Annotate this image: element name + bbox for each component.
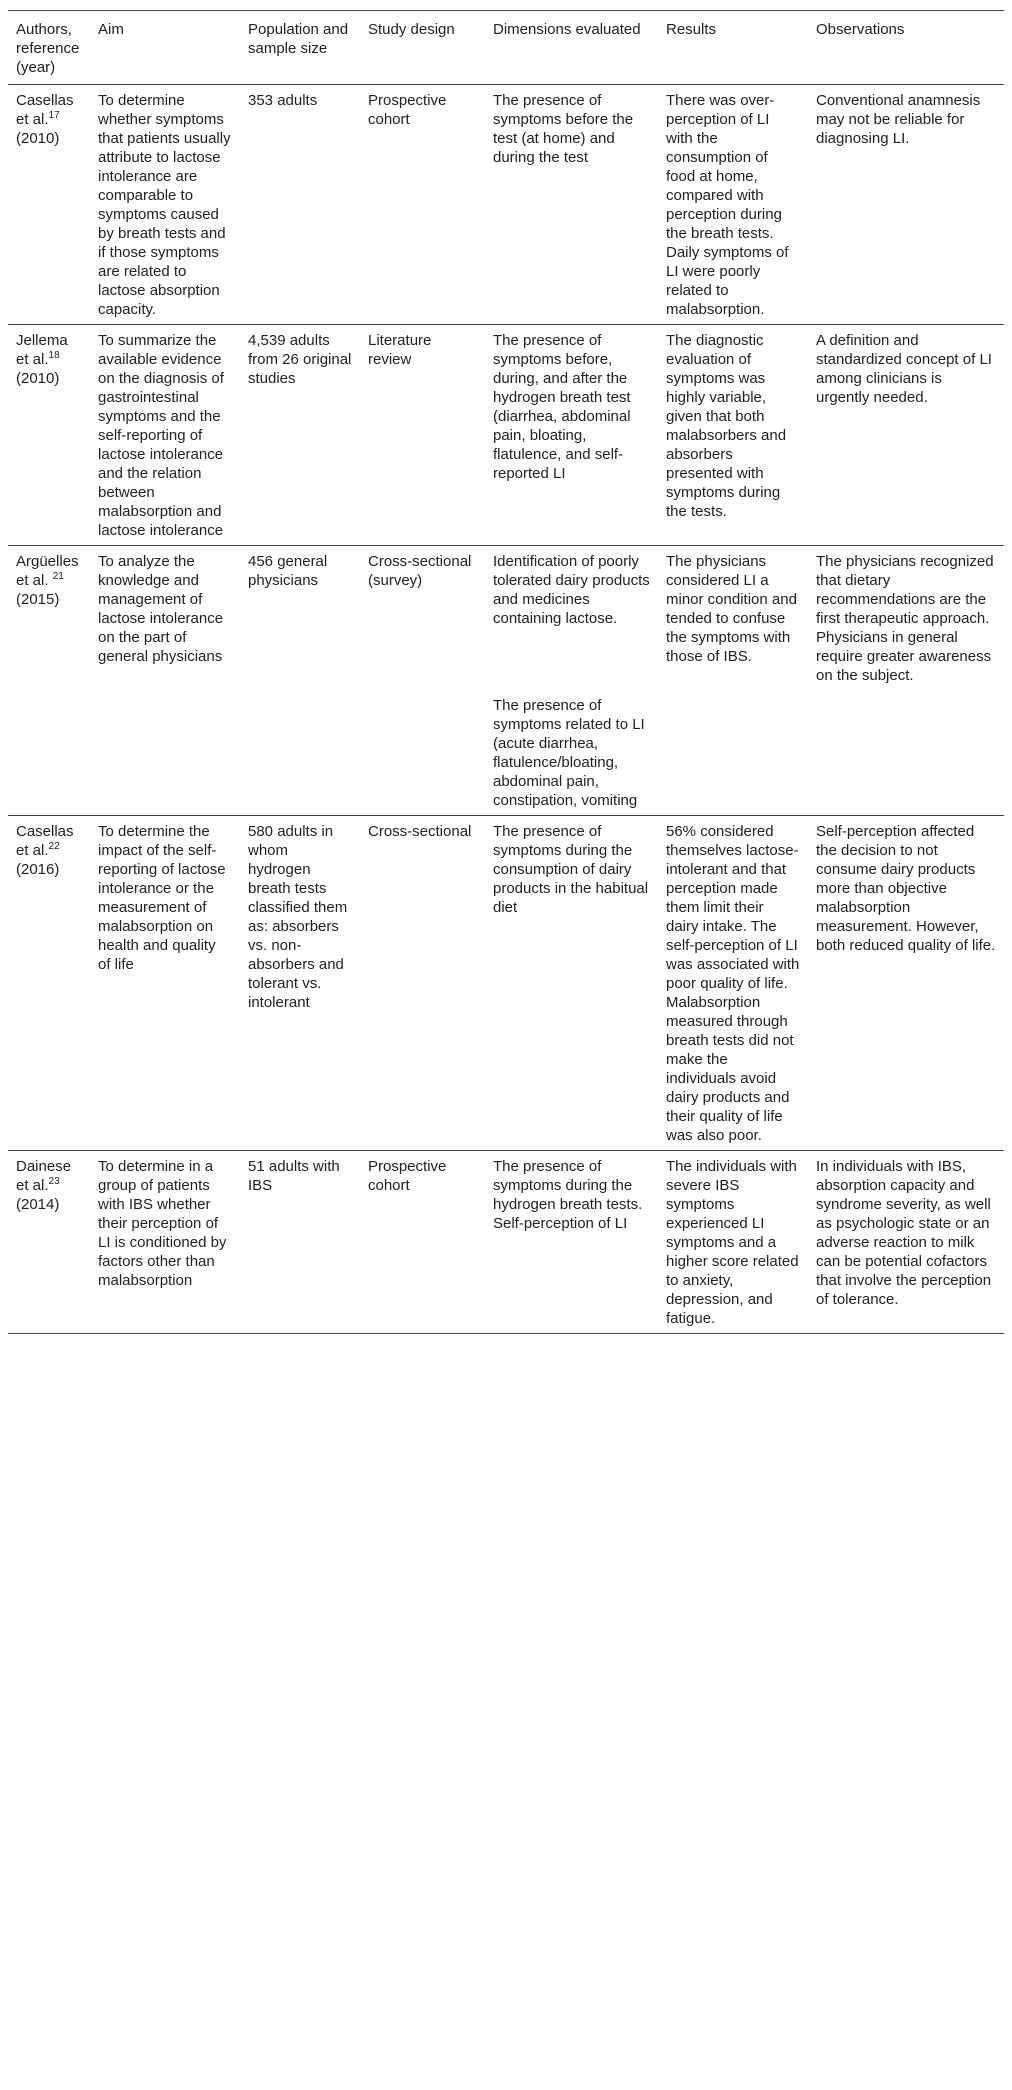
cell-design: Prospective cohort	[368, 92, 447, 128]
header-design: Study design	[368, 21, 455, 38]
cell-authors: Argüelles et al. $^{21}$ (2015)	[16, 553, 79, 608]
cell-dimensions: The presence of symptoms before, during, and after the hydrogen breath test (diarrhea, abdominal pain, bloating, flatulence, and self-reported LI	[493, 332, 631, 482]
cell-dimensions: The presence of symptoms during the hydrogen breath tests. Self-perception of LI	[493, 1158, 643, 1232]
cell-aim: To summarize the available evidence on the diagnosis of gastrointestinal symptoms and the self-reporting of lactose intolerance and the relation between malabsorption and lactose intolerance	[98, 332, 224, 539]
cell-results: The diagnostic evaluation of symptoms was highly variable, given that both malabsorbers and absorbers presented with symptoms during the tests.	[666, 332, 787, 520]
cell-population: 51 adults with IBS	[248, 1158, 340, 1194]
header-results: Results	[666, 21, 717, 38]
cell-dimensions: The presence of symptoms before the test (at home) and during the test	[493, 92, 634, 166]
cell-authors: Jellema et al.$^{18}$ (2010)	[16, 332, 68, 387]
cell-design: Prospective cohort	[368, 1158, 447, 1194]
cell-population: 580 adults in whom hydrogen breath tests classified them as: absorbers vs. non-absorbers and tolerant vs. intolerant	[248, 823, 348, 1011]
cell-design: Cross-sectional (survey)	[368, 553, 472, 589]
cell-observations: Self-perception affected the decision to not consume dairy products more than objective malabsorption measurement. However, both reduced quality of life.	[816, 823, 996, 954]
table-row	[8, 85, 1004, 325]
table-row	[8, 816, 1004, 1151]
cell-design: Literature review	[368, 332, 432, 368]
table-row	[8, 1151, 1004, 1334]
table-row-continuation	[8, 690, 1004, 816]
cell-authors: Dainese et al.$^{23}$ (2014)	[16, 1158, 72, 1213]
cell-design: Cross-sectional	[368, 823, 472, 840]
header-observations: Observations	[816, 21, 905, 38]
cell-results: The individuals with severe IBS symptoms experienced LI symptoms and a higher score related to anxiety, depression, and fatigue.	[666, 1158, 799, 1327]
cell-population: 456 general physicians	[248, 553, 328, 589]
cell-authors: Casellas et al.$^{22}$ (2016)	[16, 823, 74, 878]
header-aim: Aim	[98, 21, 124, 38]
studies-table	[8, 10, 1004, 1334]
cell-observations: The physicians recognized that dietary recommendations are the first therapeutic approach. Physicians in general require greater awareness on the subject.	[816, 553, 994, 684]
cell-aim: To determine whether symptoms that patients usually attribute to lactose intolerance are comparable to symptoms caused by breath tests and if those symptoms are related to lactose absorption capacity.	[98, 92, 231, 318]
cell-observations: A definition and standardized concept of LI among clinicians is urgently needed.	[816, 332, 992, 406]
cell-observations: Conventional anamnesis may not be reliable for diagnosing LI.	[816, 92, 981, 147]
cell-authors: Casellas et al.$^{17}$ (2010)	[16, 92, 74, 147]
cell-population: 353 adults	[248, 92, 318, 109]
cell-aim: To analyze the knowledge and management of lactose intolerance on the part of general physicians	[98, 553, 224, 665]
cell-dimensions: The presence of symptoms during the consumption of dairy products in the habitual diet	[493, 823, 649, 916]
cell-dimensions: Identification of poorly tolerated dairy products and medicines containing lactose.	[493, 553, 650, 627]
cell-results: 56% considered themselves lactose-intolerant and that perception made them limit their dairy intake. The self-perception of LI was associated with poor quality of life. Malabsorption measured through breath tests did not make the individuals avoid dairy products and their quality of life was also poor.	[666, 823, 800, 1144]
table-row	[8, 325, 1004, 546]
header-population: Population and sample size	[248, 21, 349, 57]
header-dimensions: Dimensions evaluated	[493, 21, 641, 38]
cell-aim: To determine in a group of patients with IBS whether their perception of LI is conditioned by factors other than malabsorption	[98, 1158, 227, 1289]
cell-results: There was over-perception of LI with the consumption of food at home, compared with perception during the breath tests. Daily symptoms of LI were poorly related to malabsorption.	[666, 92, 789, 318]
cell-population: 4,539 adults from 26 original studies	[248, 332, 352, 387]
cell-observations: In individuals with IBS, absorption capacity and syndrome severity, as well as psychologic state or an adverse reaction to milk can be potential cofactors that involve the perception of tolerance.	[816, 1158, 992, 1308]
table-row	[8, 546, 1004, 691]
header-authors: Authors, reference (year)	[16, 21, 80, 76]
cell-results: The physicians considered LI a minor condition and tended to confuse the symptoms with those of IBS.	[666, 553, 797, 665]
cell-dimensions: The presence of symptoms related to LI (acute diarrhea, flatulence/bloating, abdominal pain, constipation, vomiting	[493, 697, 645, 809]
cell-aim: To determine the impact of the self-reporting of lactose intolerance or the measurement of malabsorption on health and quality of life	[98, 823, 226, 973]
header-row	[8, 11, 1004, 85]
